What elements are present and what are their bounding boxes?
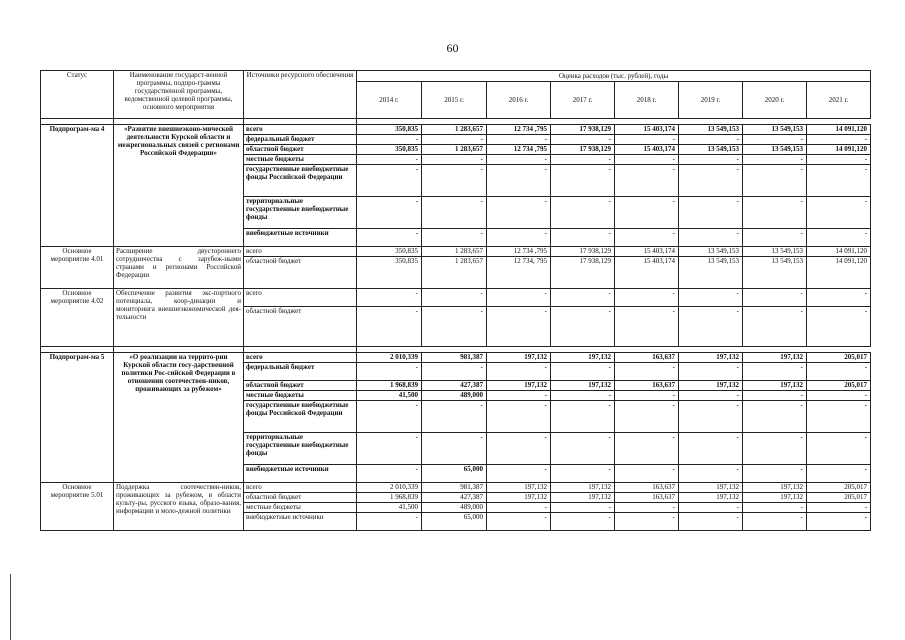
value-cell: -	[679, 433, 743, 465]
source-cell: всего	[244, 483, 357, 493]
value-cell: -	[615, 465, 679, 483]
value-cell: -	[551, 229, 615, 247]
value-cell: -	[743, 289, 807, 307]
value-cell: 197,132	[551, 353, 615, 363]
header-year: 2019 г.	[679, 82, 743, 119]
value-cell: 13 549,153	[743, 247, 807, 257]
name-cell: Поддержка соотечествен-ников, проживающих за рубежом, в области культу-ры, русского языка, образо-вания, информации и моло-дежной политики	[114, 483, 244, 531]
header-name: Наименование государст-венной программы, подпро-граммы государственной программы, ведомственной целевой программы, основного мероприятия	[114, 71, 244, 119]
status-cell: Основное мероприятие 5.01	[41, 483, 114, 531]
value-cell: 163,637	[615, 353, 679, 363]
value-cell: -	[807, 165, 871, 197]
value-cell: 1 283,657	[422, 125, 487, 135]
source-cell: областной бюджет	[244, 307, 357, 347]
status-cell: Подпрограм-ма 4	[41, 125, 114, 247]
value-cell: -	[679, 155, 743, 165]
value-cell: 197,132	[743, 353, 807, 363]
value-cell: -	[422, 197, 487, 229]
value-cell: -	[487, 433, 551, 465]
value-cell: -	[422, 229, 487, 247]
value-cell: -	[487, 465, 551, 483]
value-cell: 197,132	[679, 353, 743, 363]
value-cell: 65,000	[422, 513, 487, 531]
table-header	[41, 71, 871, 119]
value-cell: 14 091,120	[807, 247, 871, 257]
value-cell: -	[807, 401, 871, 433]
value-cell: 197,132	[679, 493, 743, 503]
value-cell: 41,500	[357, 503, 422, 513]
value-cell: -	[422, 135, 487, 145]
value-cell: -	[743, 391, 807, 401]
value-cell: -	[743, 465, 807, 483]
value-cell: -	[679, 401, 743, 433]
value-cell: 2 010,339	[357, 353, 422, 363]
value-cell: -	[743, 307, 807, 347]
value-cell: 12 734 ,795	[487, 125, 551, 135]
source-cell: областной бюджет	[244, 257, 357, 289]
value-cell: -	[615, 165, 679, 197]
value-cell: 17 938,129	[551, 257, 615, 289]
value-cell: 205,017	[807, 493, 871, 503]
header-year: 2020 г.	[743, 82, 807, 119]
value-cell: 197,132	[487, 381, 551, 391]
value-cell: 350,835	[357, 145, 422, 155]
value-cell: -	[357, 513, 422, 531]
value-cell: 12 734, 795	[487, 257, 551, 289]
source-cell: федеральный бюджет	[244, 363, 357, 381]
header-year: 2018 г.	[615, 82, 679, 119]
name-cell: «Развитие внешнеэконо-мической деятельности Курской области и межрегиональных связей с регионами Российской Федерации»	[114, 125, 244, 247]
header-year: 2016 г.	[487, 82, 551, 119]
value-cell: -	[422, 155, 487, 165]
status-cell: Основное мероприятие 4.02	[41, 289, 114, 347]
value-cell: -	[551, 155, 615, 165]
value-cell: 197,132	[551, 483, 615, 493]
value-cell: -	[743, 363, 807, 381]
value-cell: 197,132	[743, 381, 807, 391]
value-cell: -	[743, 229, 807, 247]
value-cell: 197,132	[743, 493, 807, 503]
source-cell: всего	[244, 353, 357, 363]
table-row	[41, 483, 871, 493]
value-cell: -	[551, 363, 615, 381]
value-cell: 1 283,657	[422, 145, 487, 155]
table-row	[41, 289, 871, 307]
table-body	[41, 119, 871, 531]
value-cell: -	[615, 155, 679, 165]
value-cell: 197,132	[743, 483, 807, 493]
value-cell: 350,835	[357, 257, 422, 289]
value-cell: -	[357, 433, 422, 465]
value-cell: -	[422, 307, 487, 347]
value-cell: -	[679, 391, 743, 401]
value-cell: -	[551, 165, 615, 197]
value-cell: 12 734 ,795	[487, 247, 551, 257]
value-cell: -	[487, 401, 551, 433]
value-cell: 197,132	[679, 483, 743, 493]
value-cell: 1 283,657	[422, 247, 487, 257]
value-cell: -	[679, 503, 743, 513]
value-cell: -	[487, 363, 551, 381]
value-cell: -	[615, 433, 679, 465]
value-cell: -	[679, 465, 743, 483]
value-cell: -	[487, 135, 551, 145]
value-cell: -	[807, 307, 871, 347]
value-cell: -	[807, 363, 871, 381]
value-cell: -	[357, 165, 422, 197]
value-cell: -	[807, 197, 871, 229]
value-cell: 17 938,129	[551, 145, 615, 155]
value-cell: -	[487, 229, 551, 247]
value-cell: -	[807, 465, 871, 483]
value-cell: -	[615, 401, 679, 433]
header-year: 2021 г.	[807, 82, 871, 119]
value-cell: -	[551, 503, 615, 513]
value-cell: 15 403,174	[615, 145, 679, 155]
value-cell: -	[357, 363, 422, 381]
value-cell: -	[551, 433, 615, 465]
value-cell: -	[422, 401, 487, 433]
value-cell: -	[743, 197, 807, 229]
value-cell: 13 549,153	[743, 145, 807, 155]
value-cell: -	[357, 465, 422, 483]
value-cell: 489,000	[422, 391, 487, 401]
header-year: 2017 г.	[551, 82, 615, 119]
value-cell: 14 091,120	[807, 145, 871, 155]
value-cell: -	[615, 229, 679, 247]
value-cell: -	[357, 155, 422, 165]
value-cell: 205,017	[807, 381, 871, 391]
value-cell: -	[487, 197, 551, 229]
value-cell: 13 549,153	[679, 247, 743, 257]
value-cell: -	[743, 433, 807, 465]
value-cell: -	[487, 307, 551, 347]
value-cell: -	[807, 155, 871, 165]
value-cell: 17 938,129	[551, 125, 615, 135]
value-cell: -	[679, 135, 743, 145]
value-cell: 65,000	[422, 465, 487, 483]
margin-line	[10, 574, 11, 640]
value-cell: -	[743, 513, 807, 531]
value-cell: -	[743, 401, 807, 433]
budget-table	[40, 70, 871, 531]
value-cell: 197,132	[551, 381, 615, 391]
value-cell: -	[615, 307, 679, 347]
name-cell: «О реализации на террито-рии Курской области госу-дарственной политики Рос-сийской Федерации в отношении соотечествен-ников, проживающих за рубежом»	[114, 353, 244, 483]
value-cell: -	[357, 197, 422, 229]
value-cell: 13 549,153	[743, 125, 807, 135]
source-cell: внебюджетные источники	[244, 229, 357, 247]
value-cell: -	[615, 391, 679, 401]
value-cell: 13 549,153	[743, 257, 807, 289]
value-cell: 350,835	[357, 247, 422, 257]
value-cell: 197,132	[679, 381, 743, 391]
source-cell: областной бюджет	[244, 381, 357, 391]
header-year: 2014 г.	[357, 82, 422, 119]
value-cell: -	[551, 401, 615, 433]
value-cell: 205,017	[807, 353, 871, 363]
source-cell: областной бюджет	[244, 493, 357, 503]
status-cell: Подпрограм-ма 5	[41, 353, 114, 483]
value-cell: -	[551, 197, 615, 229]
value-cell: 1 283,657	[422, 257, 487, 289]
value-cell: -	[422, 289, 487, 307]
source-cell: государственные внебюджетные фонды Российской Федерации	[244, 165, 357, 197]
value-cell: 15 403,174	[615, 247, 679, 257]
table-row	[41, 247, 871, 257]
value-cell: -	[357, 289, 422, 307]
source-cell: областной бюджет	[244, 145, 357, 155]
value-cell: -	[807, 135, 871, 145]
value-cell: -	[743, 135, 807, 145]
value-cell: -	[807, 503, 871, 513]
value-cell: -	[807, 229, 871, 247]
source-cell: всего	[244, 289, 357, 307]
value-cell: -	[357, 401, 422, 433]
value-cell: 14 091,120	[807, 257, 871, 289]
value-cell: 350,835	[357, 125, 422, 135]
value-cell: 41,500	[357, 391, 422, 401]
source-cell: местные бюджеты	[244, 155, 357, 165]
value-cell: 163,637	[615, 483, 679, 493]
value-cell: -	[615, 135, 679, 145]
value-cell: -	[551, 465, 615, 483]
source-cell: внебюджетные источники	[244, 513, 357, 531]
header-estimate: Оценка расходов (тыс. рублей), годы	[357, 71, 871, 82]
value-cell: -	[615, 197, 679, 229]
value-cell: 15 403,174	[615, 125, 679, 135]
source-cell: территориальные государственные внебюджетные фонды	[244, 433, 357, 465]
value-cell: 12 734 ,795	[487, 145, 551, 155]
value-cell: -	[422, 165, 487, 197]
value-cell: 427,387	[422, 493, 487, 503]
value-cell: -	[357, 307, 422, 347]
value-cell: 427,387	[422, 381, 487, 391]
status-cell: Основное мероприятие 4.01	[41, 247, 114, 289]
value-cell: -	[679, 289, 743, 307]
value-cell: 197,132	[487, 493, 551, 503]
header-year: 2015 г.	[422, 82, 487, 119]
value-cell: -	[487, 513, 551, 531]
header-source: Источники ресурсного обеспечения	[244, 71, 357, 119]
source-cell: внебюджетные источники	[244, 465, 357, 483]
value-cell: 163,637	[615, 493, 679, 503]
value-cell: -	[487, 289, 551, 307]
source-cell: всего	[244, 247, 357, 257]
value-cell: -	[679, 165, 743, 197]
value-cell: -	[487, 391, 551, 401]
value-cell: -	[357, 135, 422, 145]
value-cell: -	[679, 363, 743, 381]
value-cell: 197,132	[487, 483, 551, 493]
value-cell: -	[679, 229, 743, 247]
value-cell: 197,132	[551, 493, 615, 503]
value-cell: -	[807, 513, 871, 531]
table-row	[41, 353, 871, 363]
source-cell: федеральный бюджет	[244, 135, 357, 145]
value-cell: -	[487, 155, 551, 165]
value-cell: -	[551, 307, 615, 347]
value-cell: 15 403,174	[615, 257, 679, 289]
value-cell: -	[422, 433, 487, 465]
value-cell: 17 938,129	[551, 247, 615, 257]
value-cell: 13 549,153	[679, 145, 743, 155]
source-cell: местные бюджеты	[244, 391, 357, 401]
value-cell: 489,000	[422, 503, 487, 513]
value-cell: -	[679, 513, 743, 531]
value-cell: 13 549,153	[679, 257, 743, 289]
value-cell: -	[743, 503, 807, 513]
value-cell: -	[615, 289, 679, 307]
source-cell: государственные внебюджетные фонды Российской Федерации	[244, 401, 357, 433]
value-cell: -	[615, 503, 679, 513]
value-cell: -	[551, 513, 615, 531]
name-cell: Расширение двустороннего сотрудничества с зарубеж-ными странами и регионами Российской Федерации	[114, 247, 244, 289]
source-cell: всего	[244, 125, 357, 135]
value-cell: -	[807, 433, 871, 465]
value-cell: 14 091,120	[807, 125, 871, 135]
value-cell: 205,017	[807, 483, 871, 493]
value-cell: 1 968,839	[357, 381, 422, 391]
value-cell: -	[551, 391, 615, 401]
source-cell: территориальные государственные внебюджетные фонды	[244, 197, 357, 229]
value-cell: 1 968,839	[357, 493, 422, 503]
value-cell: -	[743, 165, 807, 197]
table-row	[41, 125, 871, 135]
source-cell: местные бюджеты	[244, 503, 357, 513]
value-cell: -	[422, 363, 487, 381]
name-cell: Обеспечение развития экс-портного потенциала, коор-динации и мониторинга внешнеэкономической дея-тельности	[114, 289, 244, 347]
value-cell: -	[743, 155, 807, 165]
value-cell: -	[679, 307, 743, 347]
header-status: Статус	[41, 71, 114, 119]
value-cell: 13 549,153	[679, 125, 743, 135]
value-cell: -	[679, 197, 743, 229]
value-cell: -	[551, 135, 615, 145]
value-cell: 163,637	[615, 381, 679, 391]
value-cell: 2 010,339	[357, 483, 422, 493]
value-cell: 981,387	[422, 353, 487, 363]
value-cell: 981,387	[422, 483, 487, 493]
value-cell: -	[487, 503, 551, 513]
value-cell: -	[487, 165, 551, 197]
value-cell: -	[615, 363, 679, 381]
value-cell: -	[357, 229, 422, 247]
value-cell: -	[807, 391, 871, 401]
value-cell: 197,132	[487, 353, 551, 363]
page-number: 60	[446, 41, 459, 55]
value-cell: -	[551, 289, 615, 307]
value-cell: -	[807, 289, 871, 307]
value-cell: -	[615, 513, 679, 531]
